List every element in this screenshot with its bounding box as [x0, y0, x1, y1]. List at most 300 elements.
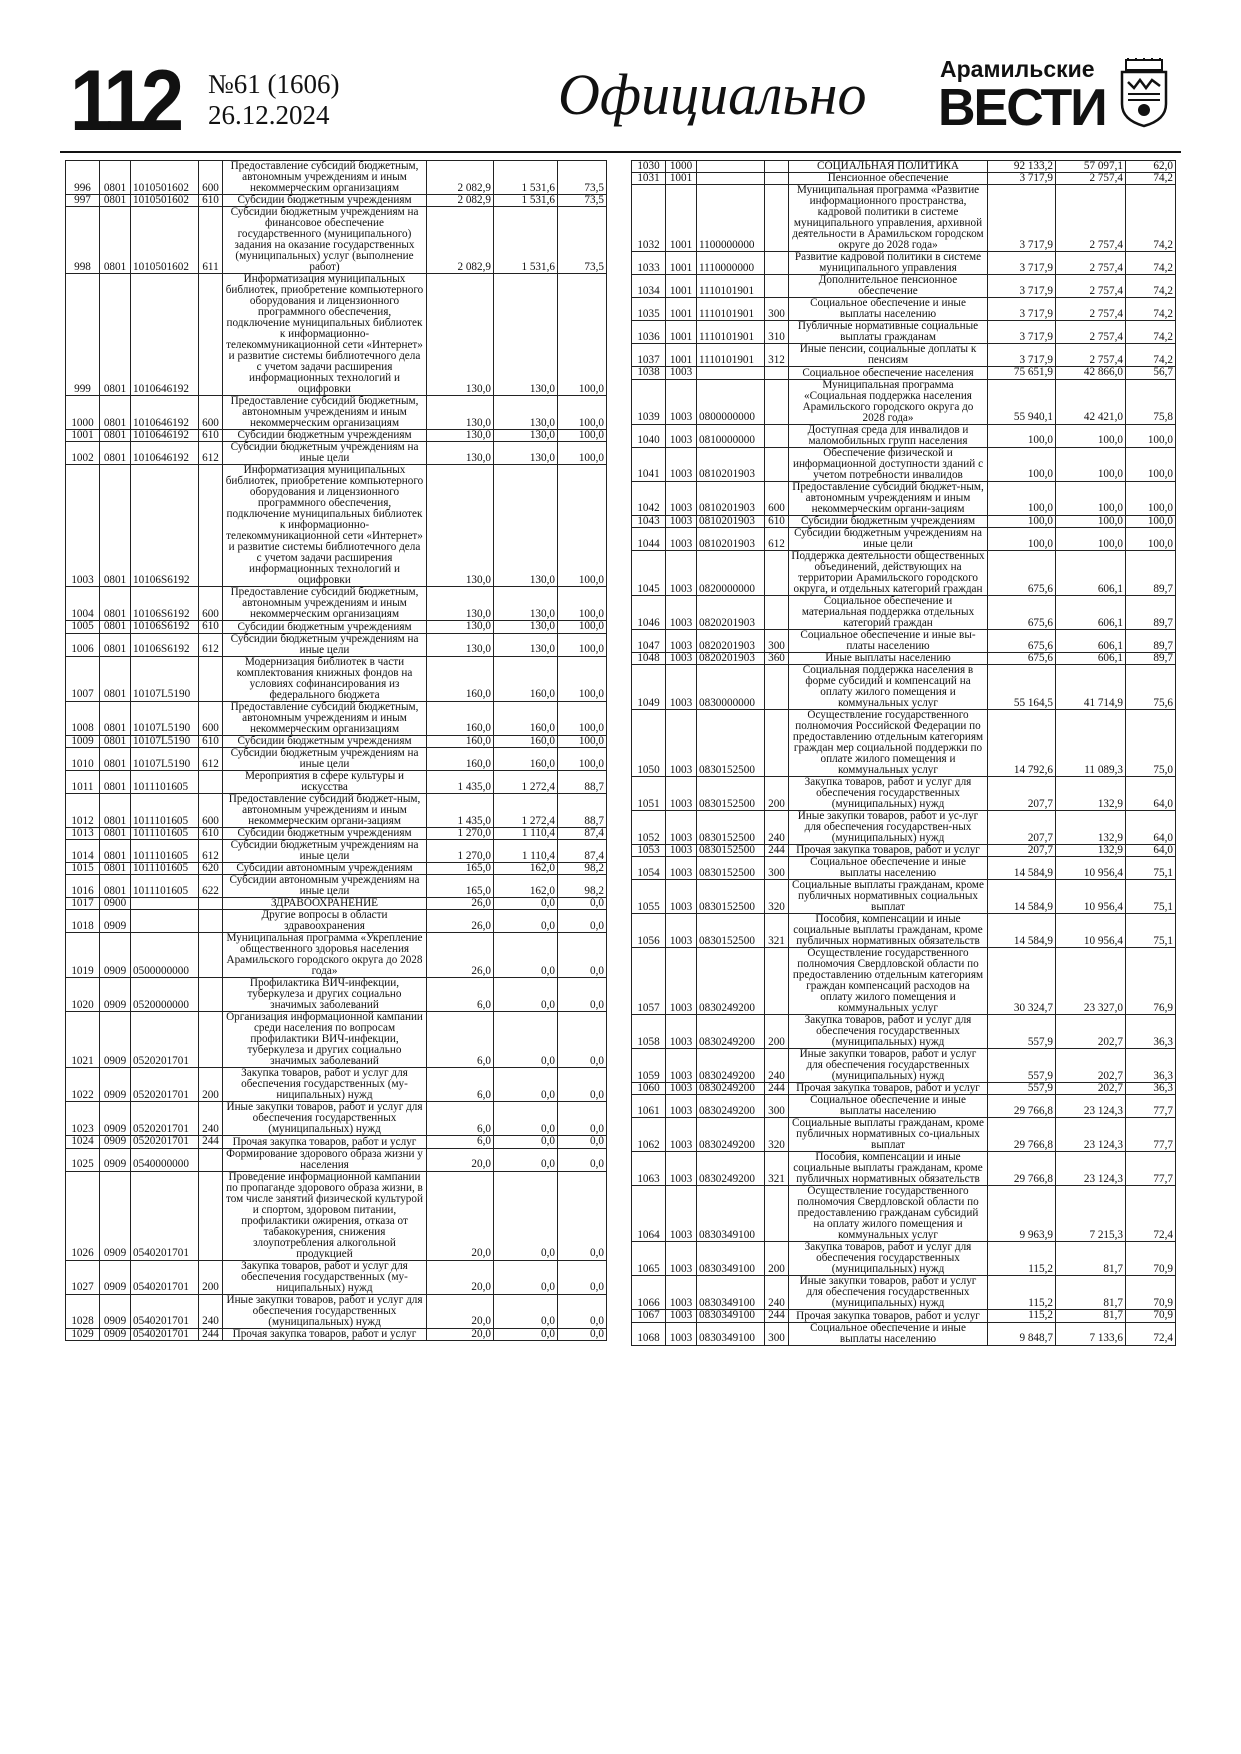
- table-cell: 1 435,0: [427, 770, 494, 793]
- table-cell: 36,3: [1126, 1015, 1176, 1049]
- table-cell: [697, 173, 765, 185]
- table-cell: Пенсионное обеспечение: [789, 173, 988, 185]
- table-cell: Предоставление субсидий бюджетным, автономным учреждениям и иным некоммерческим организациям: [223, 396, 427, 430]
- table-cell: 202,7: [1056, 1015, 1126, 1049]
- table-cell: 1021: [66, 1012, 100, 1068]
- table-cell: 88,7: [558, 770, 607, 793]
- table-cell: Муниципальная программа «Развитие информационного пространства, кадровой политики в системе муниципального управления, архивной деятельности в Арамильском городском округе до 2028 года»: [789, 185, 988, 252]
- table-cell: 600: [765, 481, 789, 515]
- table-cell: 0830152500: [697, 857, 765, 880]
- table-cell: 0830000000: [697, 665, 765, 710]
- table-row: [66, 621, 607, 633]
- table-cell: 0909: [100, 1328, 131, 1340]
- table-row: [632, 857, 1176, 880]
- table-cell: 1004: [66, 587, 100, 621]
- table-cell: 1063: [632, 1152, 666, 1186]
- table-cell: 1017: [66, 898, 100, 910]
- table-row: [66, 840, 607, 863]
- table-cell: 0520201701: [131, 1012, 199, 1068]
- table-cell: 41 714,9: [1056, 665, 1126, 710]
- table-row: [66, 863, 607, 875]
- table-cell: Профилактика ВИЧ-инфекции, туберкулеза и других социально значимых заболеваний: [223, 978, 427, 1012]
- table-cell: 0,0: [494, 1068, 558, 1102]
- table-cell: 200: [199, 1068, 223, 1102]
- coat-of-arms-icon: [1118, 58, 1170, 128]
- table-cell: 610: [199, 195, 223, 207]
- table-cell: 0810201903: [697, 515, 765, 527]
- table-cell: Прочая закупка товаров, работ и услуг: [789, 1310, 988, 1322]
- table-cell: 0830152500: [697, 914, 765, 948]
- table-cell: 1 435,0: [427, 793, 494, 827]
- table-cell: 0,0: [558, 1136, 607, 1148]
- table-cell: 70,9: [1126, 1276, 1176, 1310]
- table-cell: 1030: [632, 161, 666, 173]
- table-row: [66, 656, 607, 701]
- table-cell: 1010501602: [131, 161, 199, 195]
- table-cell: 87,4: [558, 840, 607, 863]
- table-cell: Предоставление субсидий бюджетным, автономным учреждениям и иным некоммерческим организациям: [223, 701, 427, 735]
- table-cell: 29 766,8: [988, 1095, 1056, 1118]
- table-cell: 1013: [66, 827, 100, 839]
- table-cell: 1110101901: [697, 298, 765, 321]
- table-cell: 0520201701: [131, 1068, 199, 1102]
- table-cell: 73,5: [558, 161, 607, 195]
- table-cell: 11 089,3: [1056, 710, 1126, 777]
- table-cell: 0,0: [558, 1012, 607, 1068]
- table-cell: Предоставление субсидий бюджет-ным, автономным учреждениям и иным некоммерческим органи-зациям: [789, 481, 988, 515]
- table-cell: 23 124,3: [1056, 1118, 1126, 1152]
- table-cell: 10 956,4: [1056, 914, 1126, 948]
- table-cell: 1050: [632, 710, 666, 777]
- table-cell: 300: [765, 857, 789, 880]
- table-cell: 1003: [666, 379, 697, 424]
- table-cell: 130,0: [494, 465, 558, 587]
- table-cell: Организация информационной кампании среди населения по вопросам профилактики ВИЧ-инфекции, туберкулеза и других социально значимых заболеваний: [223, 1012, 427, 1068]
- table-cell: Прочая закупка товаров, работ и услуг: [789, 845, 988, 857]
- table-cell: Мероприятия в сфере культуры и искусства: [223, 770, 427, 793]
- table-cell: 10107L5190: [131, 747, 199, 770]
- table-cell: 300: [765, 1095, 789, 1118]
- table-row: [632, 1242, 1176, 1276]
- table-cell: 244: [199, 1136, 223, 1148]
- table-cell: 130,0: [494, 274, 558, 396]
- table-row: [66, 1328, 607, 1340]
- issue-number: №61 (1606): [208, 69, 340, 99]
- table-cell: 0,0: [494, 1012, 558, 1068]
- table-cell: Иные закупки товаров, работ и ус-луг для обеспечения государствен-ных (муниципальных) нужд: [789, 811, 988, 845]
- table-cell: Субсидии бюджетным учреждениям на иные цели: [223, 442, 427, 465]
- table-cell: 0540000000: [131, 1148, 199, 1171]
- table-row: [632, 1152, 1176, 1186]
- table-cell: 64,0: [1126, 777, 1176, 811]
- table-cell: 1010646192: [131, 442, 199, 465]
- table-row: [632, 1049, 1176, 1083]
- table-cell: 2 757,4: [1056, 321, 1126, 344]
- table-cell: 0801: [100, 274, 131, 396]
- table-cell: Пособия, компенсации и иные социальные выплаты гражданам, кроме публичных нормативных обязательств: [789, 914, 988, 948]
- table-cell: 1062: [632, 1118, 666, 1152]
- table-row: [66, 1148, 607, 1171]
- table-cell: 620: [199, 863, 223, 875]
- table-cell: 0830349100: [697, 1186, 765, 1242]
- table-cell: 1039: [632, 379, 666, 424]
- table-cell: 0,0: [558, 1102, 607, 1136]
- table-cell: 675,6: [988, 629, 1056, 652]
- table-cell: 130,0: [427, 274, 494, 396]
- table-cell: [199, 465, 223, 587]
- table-cell: [765, 447, 789, 481]
- table-cell: 1014: [66, 840, 100, 863]
- table-cell: [765, 379, 789, 424]
- table-cell: 14 584,9: [988, 880, 1056, 914]
- table-cell: 100,0: [558, 735, 607, 747]
- table-cell: 1045: [632, 550, 666, 595]
- table-row: [632, 595, 1176, 629]
- table-cell: [765, 275, 789, 298]
- table-cell: 1012: [66, 793, 100, 827]
- table-cell: 1003: [666, 1095, 697, 1118]
- table-cell: 1024: [66, 1136, 100, 1148]
- table-cell: Осуществление государственного полномочия Свердловской области по предоставлению отдельным категориям граждан компенсаций расходов на оплату жилого помещения и коммунальных услуг: [789, 948, 988, 1015]
- table-cell: 999: [66, 274, 100, 396]
- table-cell: [131, 910, 199, 933]
- table-cell: Социальная поддержка населения в форме субсидий и компенсаций на оплату жилого помещения и коммунальных услуг: [789, 665, 988, 710]
- table-cell: 1011101605: [131, 875, 199, 898]
- table-cell: 997: [66, 195, 100, 207]
- table-cell: 1068: [632, 1322, 666, 1345]
- table-cell: 23 327,0: [1056, 948, 1126, 1015]
- table-cell: 100,0: [1126, 527, 1176, 550]
- table-cell: 1003: [666, 777, 697, 811]
- table-cell: 0909: [100, 1068, 131, 1102]
- table-cell: 1003: [666, 1276, 697, 1310]
- table-cell: 1003: [666, 710, 697, 777]
- table-row: [66, 1294, 607, 1328]
- table-cell: 0801: [100, 465, 131, 587]
- table-cell: 0,0: [558, 1148, 607, 1171]
- table-cell: 10106S6192: [131, 465, 199, 587]
- table-cell: 0,0: [558, 933, 607, 978]
- table-cell: 998: [66, 207, 100, 274]
- table-cell: 1110101901: [697, 344, 765, 367]
- table-row: [632, 710, 1176, 777]
- table-cell: Закупка товаров, работ и услуг для обеспечения государственных (муниципальных) нужд: [789, 1015, 988, 1049]
- table-cell: 202,7: [1056, 1049, 1126, 1083]
- table-row: [632, 173, 1176, 185]
- table-cell: [765, 665, 789, 710]
- table-cell: 6,0: [427, 1068, 494, 1102]
- table-cell: 0909: [100, 1260, 131, 1294]
- table-cell: 130,0: [494, 633, 558, 656]
- table-cell: 160,0: [494, 747, 558, 770]
- table-row: [66, 587, 607, 621]
- table-cell: 1015: [66, 863, 100, 875]
- table-cell: 1060: [632, 1083, 666, 1095]
- table-cell: 1037: [632, 344, 666, 367]
- table-cell: 300: [765, 1322, 789, 1345]
- table-cell: [199, 656, 223, 701]
- table-cell: 1001: [666, 344, 697, 367]
- table-cell: 10 956,4: [1056, 880, 1126, 914]
- table-cell: 0540201701: [131, 1171, 199, 1260]
- table-cell: 0909: [100, 933, 131, 978]
- table-cell: 75,1: [1126, 857, 1176, 880]
- table-row: [66, 701, 607, 735]
- table-cell: 75,0: [1126, 710, 1176, 777]
- table-cell: Субсидии бюджетным учреждениям на иные цели: [789, 527, 988, 550]
- table-cell: 1 531,6: [494, 195, 558, 207]
- table-cell: 1003: [666, 447, 697, 481]
- table-cell: 321: [765, 1152, 789, 1186]
- table-cell: 6,0: [427, 1102, 494, 1136]
- table-cell: 0801: [100, 633, 131, 656]
- table-cell: 312: [765, 344, 789, 367]
- table-cell: Проведение информационной кампании по пропаганде здорового образа жизни, в том числе занятий физической культурой и спортом, здоровом питании, профилактики ожирения, отказа от табакокурения, снижения злоупотребления алкогольной продукцией: [223, 1171, 427, 1260]
- table-cell: Модернизация библиотек в части комплектования книжных фондов на условиях софинансирования из федерального бюджета: [223, 656, 427, 701]
- table-cell: 100,0: [1056, 515, 1126, 527]
- table-cell: 89,7: [1126, 629, 1176, 652]
- table-cell: Информатизация муниципальных библиотек, приобретение компьютерного оборудования и лицензионного программного обеспечения, подключение муниципальных библиотек к информационно-телекоммуникационной сети «Интернет» и развитие системы библиотечного дела с учетом задачи расширения информационных технологий и оцифровки: [223, 465, 427, 587]
- table-cell: 0830152500: [697, 777, 765, 811]
- table-cell: 1110101901: [697, 275, 765, 298]
- table-cell: 0801: [100, 195, 131, 207]
- table-cell: 675,6: [988, 652, 1056, 664]
- table-cell: 240: [199, 1294, 223, 1328]
- table-cell: 1067: [632, 1310, 666, 1322]
- table-cell: 7 133,6: [1056, 1322, 1126, 1345]
- table-cell: 1001: [666, 252, 697, 275]
- table-cell: 1051: [632, 777, 666, 811]
- table-row: [632, 481, 1176, 515]
- table-cell: 2 757,4: [1056, 185, 1126, 252]
- table-cell: Иные закупки товаров, работ и услуг для обеспечения государственных (муниципальных) нужд: [223, 1294, 427, 1328]
- brand-name-line1: Арамильские: [940, 56, 1095, 82]
- table-cell: 100,0: [558, 621, 607, 633]
- table-row: [66, 274, 607, 396]
- table-cell: 1064: [632, 1186, 666, 1242]
- table-cell: 0500000000: [131, 933, 199, 978]
- table-cell: 612: [199, 442, 223, 465]
- table-cell: Доступная среда для инвалидов и маломобильных групп населения: [789, 424, 988, 447]
- table-cell: [199, 274, 223, 396]
- table-cell: 1041: [632, 447, 666, 481]
- table-cell: 0801: [100, 770, 131, 793]
- table-cell: 0830249200: [697, 1049, 765, 1083]
- table-cell: 310: [765, 321, 789, 344]
- table-cell: 1025: [66, 1148, 100, 1171]
- table-cell: Формирование здорового образа жизни у населения: [223, 1148, 427, 1171]
- table-cell: 130,0: [427, 442, 494, 465]
- table-cell: 130,0: [427, 396, 494, 430]
- table-cell: 1100000000: [697, 185, 765, 252]
- table-cell: 1011101605: [131, 840, 199, 863]
- table-cell: 1022: [66, 1068, 100, 1102]
- table-cell: Дополнительное пенсионное обеспечение: [789, 275, 988, 298]
- table-cell: 0801: [100, 793, 131, 827]
- table-row: [632, 777, 1176, 811]
- table-cell: 1046: [632, 595, 666, 629]
- table-cell: 606,1: [1056, 652, 1126, 664]
- table-row: [632, 185, 1176, 252]
- table-cell: 240: [765, 1276, 789, 1310]
- table-cell: 207,7: [988, 777, 1056, 811]
- table-cell: 100,0: [1056, 424, 1126, 447]
- table-cell: 360: [765, 652, 789, 664]
- table-cell: 160,0: [427, 747, 494, 770]
- table-cell: 0801: [100, 747, 131, 770]
- table-cell: 160,0: [427, 656, 494, 701]
- budget-table-left: [65, 160, 607, 1341]
- table-cell: 100,0: [558, 701, 607, 735]
- table-cell: Осуществление государственного полномочия Российской Федерации по предоставлению отдельным категориям граждан мер социальной поддержки по оплате жилого помещения и коммунальных услуг: [789, 710, 988, 777]
- table-cell: 62,0: [1126, 161, 1176, 173]
- table-cell: 0,0: [494, 1328, 558, 1340]
- table-cell: 74,2: [1126, 173, 1176, 185]
- table-cell: 87,4: [558, 827, 607, 839]
- table-cell: 0,0: [558, 1068, 607, 1102]
- table-cell: [199, 1171, 223, 1260]
- table-row: [66, 770, 607, 793]
- table-cell: 1028: [66, 1294, 100, 1328]
- table-row: [66, 898, 607, 910]
- table-cell: 132,9: [1056, 845, 1126, 857]
- table-cell: 320: [765, 1118, 789, 1152]
- table-cell: Субсидии бюджетным учреждениям: [223, 195, 427, 207]
- table-cell: 1052: [632, 811, 666, 845]
- table-cell: 100,0: [988, 481, 1056, 515]
- table-cell: 612: [199, 747, 223, 770]
- table-cell: Субсидии бюджетным учреждениям: [223, 735, 427, 747]
- table-cell: 244: [765, 1083, 789, 1095]
- table-cell: 76,9: [1126, 948, 1176, 1015]
- table-cell: Закупка товаров, работ и услуг для обеспечения государственных (муниципальных) нужд: [789, 1242, 988, 1276]
- table-cell: [199, 1148, 223, 1171]
- table-cell: 244: [765, 845, 789, 857]
- table-cell: 100,0: [558, 442, 607, 465]
- table-cell: 600: [199, 161, 223, 195]
- table-cell: 1020: [66, 978, 100, 1012]
- table-cell: 89,7: [1126, 550, 1176, 595]
- table-row: [632, 344, 1176, 367]
- table-cell: 14 584,9: [988, 857, 1056, 880]
- table-cell: 162,0: [494, 875, 558, 898]
- table-cell: [765, 710, 789, 777]
- table-cell: 1038: [632, 367, 666, 379]
- table-cell: 1003: [66, 465, 100, 587]
- table-cell: 1029: [66, 1328, 100, 1340]
- table-cell: 622: [199, 875, 223, 898]
- table-cell: 1061: [632, 1095, 666, 1118]
- table-cell: [765, 1186, 789, 1242]
- table-row: [632, 252, 1176, 275]
- table-cell: 160,0: [494, 656, 558, 701]
- table-cell: 3 717,9: [988, 275, 1056, 298]
- table-cell: 606,1: [1056, 595, 1126, 629]
- table-cell: 165,0: [427, 875, 494, 898]
- table-cell: 130,0: [427, 621, 494, 633]
- table-cell: 20,0: [427, 1260, 494, 1294]
- table-cell: 100,0: [1056, 481, 1126, 515]
- table-cell: 1003: [666, 1242, 697, 1276]
- table-cell: 10 956,4: [1056, 857, 1126, 880]
- table-cell: 1003: [666, 1049, 697, 1083]
- table-cell: 0830249200: [697, 948, 765, 1015]
- table-cell: 0830349100: [697, 1310, 765, 1322]
- table-cell: Субсидии автономным учреждениям: [223, 863, 427, 875]
- table-cell: 130,0: [427, 465, 494, 587]
- table-cell: Субсидии автономным учреждениям на иные цели: [223, 875, 427, 898]
- table-cell: 1003: [666, 1118, 697, 1152]
- table-cell: 0830249200: [697, 1152, 765, 1186]
- table-cell: 1042: [632, 481, 666, 515]
- table-cell: 2 757,4: [1056, 344, 1126, 367]
- table-cell: 320: [765, 880, 789, 914]
- table-cell: 1003: [666, 629, 697, 652]
- table-cell: 1003: [666, 367, 697, 379]
- table-cell: [765, 948, 789, 1015]
- table-cell: 98,2: [558, 875, 607, 898]
- table-cell: 1033: [632, 252, 666, 275]
- table-cell: 0820000000: [697, 550, 765, 595]
- table-cell: 0801: [100, 621, 131, 633]
- table-cell: Закупка товаров, работ и услуг для обеспечения государственных (му-ниципальных) нужд: [223, 1260, 427, 1294]
- table-cell: 26,0: [427, 910, 494, 933]
- table-cell: 74,2: [1126, 344, 1176, 367]
- table-cell: 600: [199, 701, 223, 735]
- table-cell: 100,0: [1126, 515, 1176, 527]
- table-cell: 100,0: [1126, 424, 1176, 447]
- table-cell: 42 421,0: [1056, 379, 1126, 424]
- table-cell: [765, 252, 789, 275]
- table-cell: Социальное обеспечение и иные выплаты населению: [789, 1095, 988, 1118]
- table-cell: 100,0: [1126, 447, 1176, 481]
- table-cell: 612: [765, 527, 789, 550]
- table-cell: 100,0: [558, 633, 607, 656]
- table-cell: [765, 367, 789, 379]
- table-cell: 0801: [100, 207, 131, 274]
- table-row: [632, 424, 1176, 447]
- table-cell: 115,2: [988, 1242, 1056, 1276]
- table-cell: 1003: [666, 880, 697, 914]
- table-row: [66, 1068, 607, 1102]
- table-cell: 0,0: [558, 1328, 607, 1340]
- table-row: [632, 948, 1176, 1015]
- table-cell: Субсидии бюджетным учреждениям: [223, 621, 427, 633]
- table-cell: 75,6: [1126, 665, 1176, 710]
- table-cell: 200: [765, 1242, 789, 1276]
- table-row: [632, 1118, 1176, 1152]
- table-cell: 0,0: [494, 898, 558, 910]
- table-cell: Прочая закупка товаров, работ и услуг: [223, 1328, 427, 1340]
- table-cell: Социальное обеспечение населения: [789, 367, 988, 379]
- table-cell: 0520201701: [131, 1102, 199, 1136]
- table-cell: 0801: [100, 396, 131, 430]
- table-cell: 202,7: [1056, 1083, 1126, 1095]
- table-cell: 600: [199, 396, 223, 430]
- table-cell: Социальные выплаты гражданам, кроме публичных нормативных социальных выплат: [789, 880, 988, 914]
- table-row: [632, 652, 1176, 664]
- table-cell: Социальное обеспечение и иные выплаты населению: [789, 298, 988, 321]
- table-cell: Субсидии бюджетным учреждениям: [223, 430, 427, 442]
- table-cell: 2 082,9: [427, 207, 494, 274]
- table-cell: 36,3: [1126, 1049, 1176, 1083]
- table-cell: 2 757,4: [1056, 173, 1126, 185]
- table-cell: Пособия, компенсации и иные социальные выплаты гражданам, кроме публичных нормативных обязательств: [789, 1152, 988, 1186]
- table-cell: 1003: [666, 857, 697, 880]
- table-cell: 0,0: [494, 978, 558, 1012]
- table-cell: 1002: [66, 442, 100, 465]
- table-row: [632, 629, 1176, 652]
